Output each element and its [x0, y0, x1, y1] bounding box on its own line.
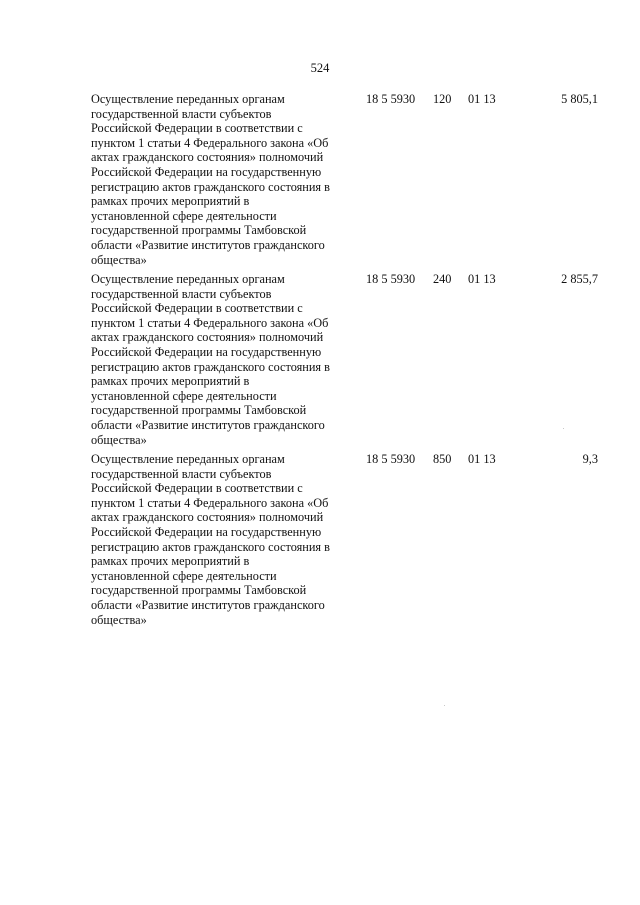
amount-value: 9,3	[582, 452, 598, 466]
table-row	[0, 452, 640, 632]
table-row	[0, 92, 640, 272]
section-code: 01 13	[468, 272, 496, 286]
target-article-code: 18 5 5930	[366, 92, 416, 106]
expense-type-code: 120	[433, 92, 452, 106]
target-article-code: 18 5 5930	[366, 452, 416, 466]
row-description: Осуществление переданных органам государственной власти субъектов Российской Федерации в соответствии с пунктом 1 статьи 4 Федерального закона «Об актах гражданского состояния» полномочий Российской Федерации на государственную регистрацию актов гражданского состояния в рамках прочих мероприятий в установленной сфере деятельности государственной программы Тамбовской области «Развитие институтов гражданского общества»	[91, 452, 330, 627]
target-article-code: 18 5 5930	[366, 272, 416, 286]
expense-type-code: 240	[433, 272, 452, 286]
scan-speck	[563, 428, 564, 429]
scan-speck	[444, 705, 445, 706]
row-description: Осуществление переданных органам государственной власти субъектов Российской Федерации в соответствии с пунктом 1 статьи 4 Федерального закона «Об актах гражданского состояния» полномочий Российской Федерации на государственную регистрацию актов гражданского состояния в рамках прочих мероприятий в установленной сфере деятельности государственной программы Тамбовской области «Развитие институтов гражданского общества»	[91, 272, 330, 447]
expense-type-code: 850	[433, 452, 452, 466]
section-code: 01 13	[468, 452, 496, 466]
budget-table	[0, 92, 640, 632]
section-code: 01 13	[468, 92, 496, 106]
row-description: Осуществление переданных органам государственной власти субъектов Российской Федерации в соответствии с пунктом 1 статьи 4 Федерального закона «Об актах гражданского состояния» полномочий Российской Федерации на государственную регистрацию актов гражданского состояния в рамках прочих мероприятий в установленной сфере деятельности государственной программы Тамбовской области «Развитие институтов гражданского общества»	[91, 92, 330, 267]
amount-value: 5 805,1	[561, 92, 598, 106]
table-row	[0, 272, 640, 452]
amount-value: 2 855,7	[561, 272, 598, 286]
page-number: 524	[310, 61, 330, 75]
